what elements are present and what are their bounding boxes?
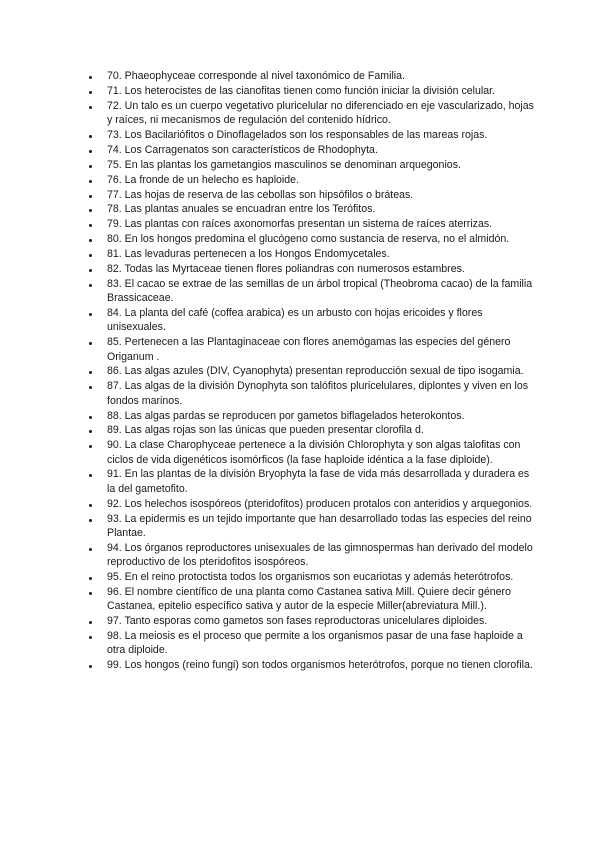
list-item: 95. En el reino protoctista todos los organismos son eucariotas y además heterótrofos. [86,570,534,584]
list-item: 85. Pertenecen a las Plantaginaceae con flores anemógamas las especies del género Origanum . [86,335,534,364]
list-item: 89. Las algas rojas son las únicas que pueden presentar clorofila d. [86,423,534,437]
list-item: 93. La epidermis es un tejido importante que han desarrollado todas las especies del reino Plantae. [86,512,534,541]
list-item: 71. Los heterocistes de las cianofitas tienen como función iniciar la división celular. [86,84,534,98]
list-item: 99. Los hongos (reino fungi) son todos organismos heterótrofos, porque no tienen clorofila. [86,658,534,672]
list-item: 92. Los helechos isospóreos (pteridofitos) producen protalos con anteridios y arquegonios. [86,497,534,511]
list-item: 97. Tanto esporas como gametos son fases reproductoras unicelulares diploides. [86,614,534,628]
list-item: 77. Las hojas de reserva de las cebollas son hipsófilos o bráteas. [86,188,534,202]
list-item: 79. Las plantas con raíces axonomorfas presentan un sistema de raíces aterrizas. [86,217,534,231]
list-item: 86. Las algas azules (DIV, Cyanophyta) presentan reproducción sexual de tipo isogamia. [86,364,534,378]
list-item: 96. El nombre científico de una planta como Castanea sativa Mill. Quiere decir género Castanea, epitelio específico sativa y autor de la especie Miller(abreviatura Mill.). [86,585,534,614]
list-item: 90. La clase Charophyceae pertenece a la división Chlorophyta y son algas talofitas con ciclos de vida digenéticos isomórficos (la fase haploide idéntica a la fase diploide). [86,438,534,467]
list-item: 70. Phaeophyceae corresponde al nivel taxonómico de Familia. [86,69,534,83]
list-item: 98. La meiosis es el proceso que permite a los organismos pasar de una fase haploide a otra diploide. [86,629,534,658]
list-item: 84. La planta del café (coffea arabica) es un arbusto con hojas ericoides y flores unisexuales. [86,306,534,335]
list-item: 78. Las plantas anuales se encuadran entre los Terófitos. [86,202,534,216]
list-item: 91. En las plantas de la división Bryophyta la fase de vida más desarrollada y duradera es la del gametofito. [86,467,534,496]
list-item: 88. Las algas pardas se reproducen por gametos biflagelados heterokontos. [86,409,534,423]
list-item: 81. Las levaduras pertenecen a los Hongos Endomycetales. [86,247,534,261]
list-item: 76. La fronde de un helecho es haploide. [86,173,534,187]
list-item: 73. Los Bacilariófitos o Dinoflagelados son los responsables de las mareas rojas. [86,128,534,142]
list-item: 82. Todas las Myrtaceae tienen flores poliandras con numerosos estambres. [86,262,534,276]
list-item: 75. En las plantas los gametangios masculinos se denominan arquegonios. [86,158,534,172]
list-item: 80. En los hongos predomina el glucógeno como sustancia de reserva, no el almidón. [86,232,534,246]
list-item: 94. Los órganos reproductores unisexuales de las gimnospermas han derivado del modelo reproductivo de los pteridofitos isospóreos. [86,541,534,570]
list-item: 72. Un talo es un cuerpo vegetativo pluricelular no diferenciado en eje vascularizado, hojas y raíces, ni mecanismos de regulación del contenido hídrico. [86,99,534,128]
list-item: 83. El cacao se extrae de las semillas de un árbol tropical (Theobroma cacao) de la familia Brassicaceae. [86,277,534,306]
list-item: 74. Los Carragenatos son característicos de Rhodophyta. [86,143,534,157]
statement-list [86,69,534,673]
list-item: 87. Las algas de la división Dynophyta son talófitos pluricelulares, diplontes y viven en los fondos marinos. [86,379,534,408]
